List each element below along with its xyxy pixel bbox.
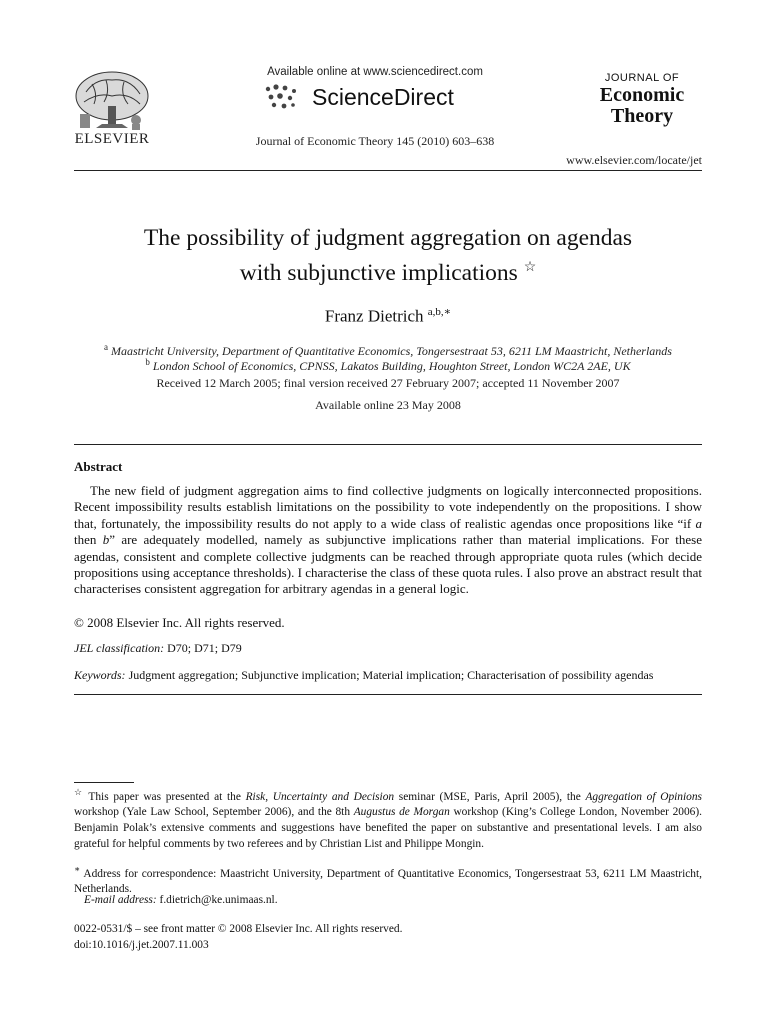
abstract-bottom-divider: [74, 694, 702, 695]
journal-citation: Journal of Economic Theory 145 (2010) 603–638: [255, 134, 495, 148]
title-line2: with subjunctive implications: [239, 259, 518, 286]
abstract-then: then: [74, 532, 103, 548]
footnote-correspondence-text: Address for correspondence: Maastricht University, Department of Quantitative Economics, Tongersestraat 53, 6211 LM Maastricht, Netherlands.: [74, 867, 702, 896]
abstract-heading: Abstract: [74, 459, 123, 474]
header-divider: [74, 170, 702, 171]
journal-url-link[interactable]: www.elsevier.com/locate/jet: [566, 153, 702, 167]
journal-logo-line3: Theory: [610, 104, 674, 127]
sciencedirect-wordmark: ScienceDirect: [312, 84, 454, 110]
abstract-var-b: b: [102, 532, 110, 548]
footnote-star-text: workshop (Yale Law School, September 2006), and the 8th: [74, 806, 354, 819]
affiliation-mark: b: [145, 357, 150, 367]
footnote-star-em: Aggregation of Opinions: [585, 790, 702, 803]
affiliation-text: Maastricht University, Department of Quantitative Economics, Tongersestraat 53, 6211 LM Maastricht, Netherlands: [111, 344, 672, 358]
footnote-rule: [74, 782, 134, 783]
received-dates: Received 12 March 2005; final version received 27 February 2007; accepted 11 November 2007: [156, 376, 620, 390]
journal-logo-line2: Economic: [599, 83, 685, 106]
jel-value: D70; D71; D79: [164, 641, 242, 655]
abstract-var-a: a: [695, 515, 702, 531]
journal-logo: [582, 73, 702, 127]
author-name: Franz Dietrich: [324, 306, 424, 326]
title-footnote-mark[interactable]: ☆: [523, 260, 537, 275]
available-online-date: Available online 23 May 2008: [315, 398, 461, 412]
title-line1: The possibility of judgment aggregation on agendas: [143, 225, 633, 251]
affiliation-b: [74, 357, 702, 374]
footnote-email: [74, 893, 702, 909]
abstract-text-part2: ” are adequately modelled, namely as subjunctive implications rather than material implications. For these agendas, consistent and complete collective judgments can be reached through appropriate quota rules (which decide propositions using acceptance thresholds). I characterise the class of these quota rules. I also prove an abstract result that characterises consistent aggregation for arbitrary agendas in a general logic.: [74, 532, 702, 597]
author-marks[interactable]: a,b,∗: [427, 306, 452, 318]
abstract-text-part1: The new field of judgment aggregation aims to find collective judgments on logically interconnected propositions. Recent impossibility results establish limitations on the possibility to vote independently on the propositions. I show that, fortunately, the impossibility results do not apply to a wide class of realistic agendas once propositions like “if: [74, 483, 702, 531]
doi-link[interactable]: doi:10.1016/j.jet.2007.11.003: [74, 939, 209, 951]
available-online-text[interactable]: Available online at www.sciencedirect.com: [267, 66, 483, 78]
footnote-star-mark: ☆: [74, 787, 84, 797]
email-label: E-mail address:: [84, 894, 157, 906]
affiliation-text: London School of Economics, CPNSS, Lakatos Building, Houghton Street, London WC2A 2AE, UK: [152, 359, 631, 373]
keywords-label: Keywords:: [74, 668, 126, 682]
footnote-asterisk-mark: ∗: [74, 864, 81, 874]
front-matter-line: 0022-0531/$ – see front matter © 2008 Elsevier Inc. All rights reserved.: [74, 923, 403, 935]
author-line: [74, 305, 702, 327]
footnote-star-text: workshop (King’s College London, November 2006). Benjamin Polak’s extensive comments and suggestions have benefited the paper on substantive and presentational levels. I am also grateful for helpful comments by two referees and by Christian List and Philippe Mongin.: [74, 806, 702, 850]
jel-label: JEL classification:: [74, 641, 165, 655]
email-address-link[interactable]: f.dietrich@ke.unimaas.nl.: [156, 894, 278, 906]
publisher-name: ELSEVIER: [74, 131, 150, 147]
article-title: [74, 223, 702, 288]
abstract-copyright: © 2008 Elsevier Inc. All rights reserved.: [74, 615, 285, 630]
abstract-body: [74, 483, 702, 598]
abstract-top-divider: [74, 444, 702, 445]
affiliation-mark: a: [104, 342, 109, 352]
footnote-star: [74, 785, 702, 852]
jel-classification: [74, 641, 242, 656]
footnote-star-text: This paper was presented at the: [83, 790, 246, 803]
keywords-value: Judgment aggregation; Subjunctive implication; Material implication; Characterisation of possibility agendas: [125, 668, 654, 682]
footnote-star-text: seminar (MSE, Paris, April 2005), the: [394, 790, 586, 803]
journal-logo-line1: JOURNAL OF: [604, 72, 680, 84]
footnote-star-em: Risk, Uncertainty and Decision: [245, 790, 395, 803]
footnote-star-em: Augustus de Morgan: [353, 806, 450, 819]
keywords: [74, 668, 714, 683]
